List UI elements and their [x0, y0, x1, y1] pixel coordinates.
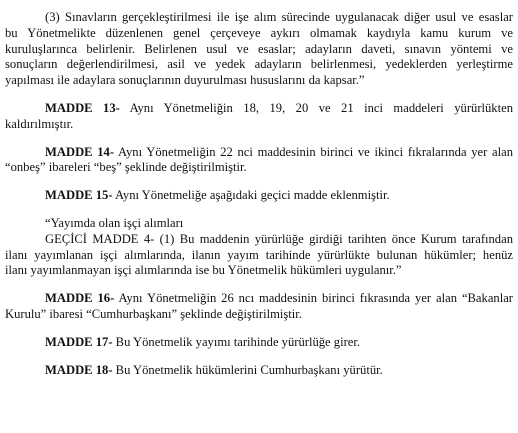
madde-18-text: Bu Yönetmelik hükümlerini Cumhurbaşkanı yürütür.: [112, 362, 383, 377]
madde-18: [5, 363, 513, 379]
madde-18-title: MADDE 18-: [45, 362, 113, 377]
madde-15-text: Aynı Yönetmeliğe aşağıdaki geçici madde eklenmiştir.: [112, 188, 390, 203]
madde-14: [5, 145, 513, 177]
madde-14-line-1: [5, 145, 513, 161]
madde-15-title: MADDE 15-: [45, 188, 113, 203]
madde-17: [5, 335, 513, 351]
madde-17-title: MADDE 17-: [45, 334, 113, 349]
madde-13-line-1: [5, 101, 513, 117]
paragraph-3-line-2: bu Yönetmelikte düzenlenen genel çerçeveye aykırı olmamak kaydıyla kamu kurum ve: [5, 25, 513, 40]
spacer: [5, 176, 513, 188]
gecici-madde-block: [5, 216, 513, 279]
madde-13-line-2: kaldırılmıştır.: [5, 116, 74, 131]
spacer: [5, 351, 513, 363]
gecici-madde-heading: “Yayımda olan işçi alımları: [45, 215, 184, 230]
madde-16-line-1: [5, 291, 513, 307]
paragraph-3-line-3: kuruluşlarınca belirlenir. Belirlenen usul ve esaslar; adayların daveti, sınavın yöntemi ve: [5, 41, 513, 56]
paragraph-3-line-5: yapılması ile adaylara sonuçlarının duyurulması hususlarını da kapsar.”: [5, 73, 365, 88]
madde-17-text: Bu Yönetmelik yayımı tarihinde yürürlüğe girer.: [112, 334, 361, 349]
madde-15: [5, 188, 513, 204]
madde-14-line-2: “onbeş” ibareleri “beş” şeklinde değiştirilmiştir.: [5, 160, 247, 175]
gecici-madde-line-2: ilanı yayımlanan işçi alımlarında, ilanın yayım tarihinde yürürlükte bulunan hükümler; henüz: [5, 247, 513, 262]
madde-18-line-1: [5, 363, 513, 379]
madde-15-line-1: [5, 188, 513, 204]
madde-13: [5, 101, 513, 133]
spacer: [5, 323, 513, 335]
spacer: [5, 133, 513, 145]
paragraph-3-line-1: (3) Sınavların gerçekleştirilmesi ile işe alım sürecinde uygulanacak diğer usul ve esaslar: [45, 10, 513, 24]
gecici-madde-line-1: GEÇİCİ MADDE 4- (1) Bu maddenin yürürlüğe girdiği tarihten önce Kurum tarafından: [45, 231, 513, 246]
spacer: [5, 204, 513, 216]
paragraph-3-line-4: sonuçların değerlendirilmesi, asil ve yedek adayların belirlenmesi, yedeklerden yerleştirme: [5, 57, 513, 72]
madde-17-line-1: [5, 335, 513, 351]
madde-14-text-1: Aynı Yönetmeliğin 22 nci maddesinin birinci ve ikinci fıkralarında yer alan: [114, 144, 513, 159]
spacer: [5, 89, 513, 101]
madde-13-title: MADDE 13-: [45, 100, 120, 115]
madde-16: [5, 291, 513, 323]
gecici-madde-line-3: ilanı yayımlanmayan işçi alımlarında ise bu Yönetmelik hükümleri uygulanır.”: [5, 263, 402, 278]
paragraph-3: [5, 10, 513, 89]
madde-13-text-1: Aynı Yönetmeliğin 18, 19, 20 ve 21 inci maddeleri yürürlükten: [119, 100, 513, 115]
madde-16-line-2: Kurulu” ibaresi “Cumhurbaşkanı” şeklinde değiştirilmiştir.: [5, 306, 302, 321]
document-page: [5, 10, 513, 378]
madde-14-title: MADDE 14-: [45, 144, 115, 159]
madde-16-title: MADDE 16-: [45, 291, 115, 306]
madde-16-text-1: Aynı Yönetmeliğin 26 ncı maddesinin birinci fıkrasında yer alan “Bakanlar: [114, 291, 513, 306]
spacer: [5, 279, 513, 291]
